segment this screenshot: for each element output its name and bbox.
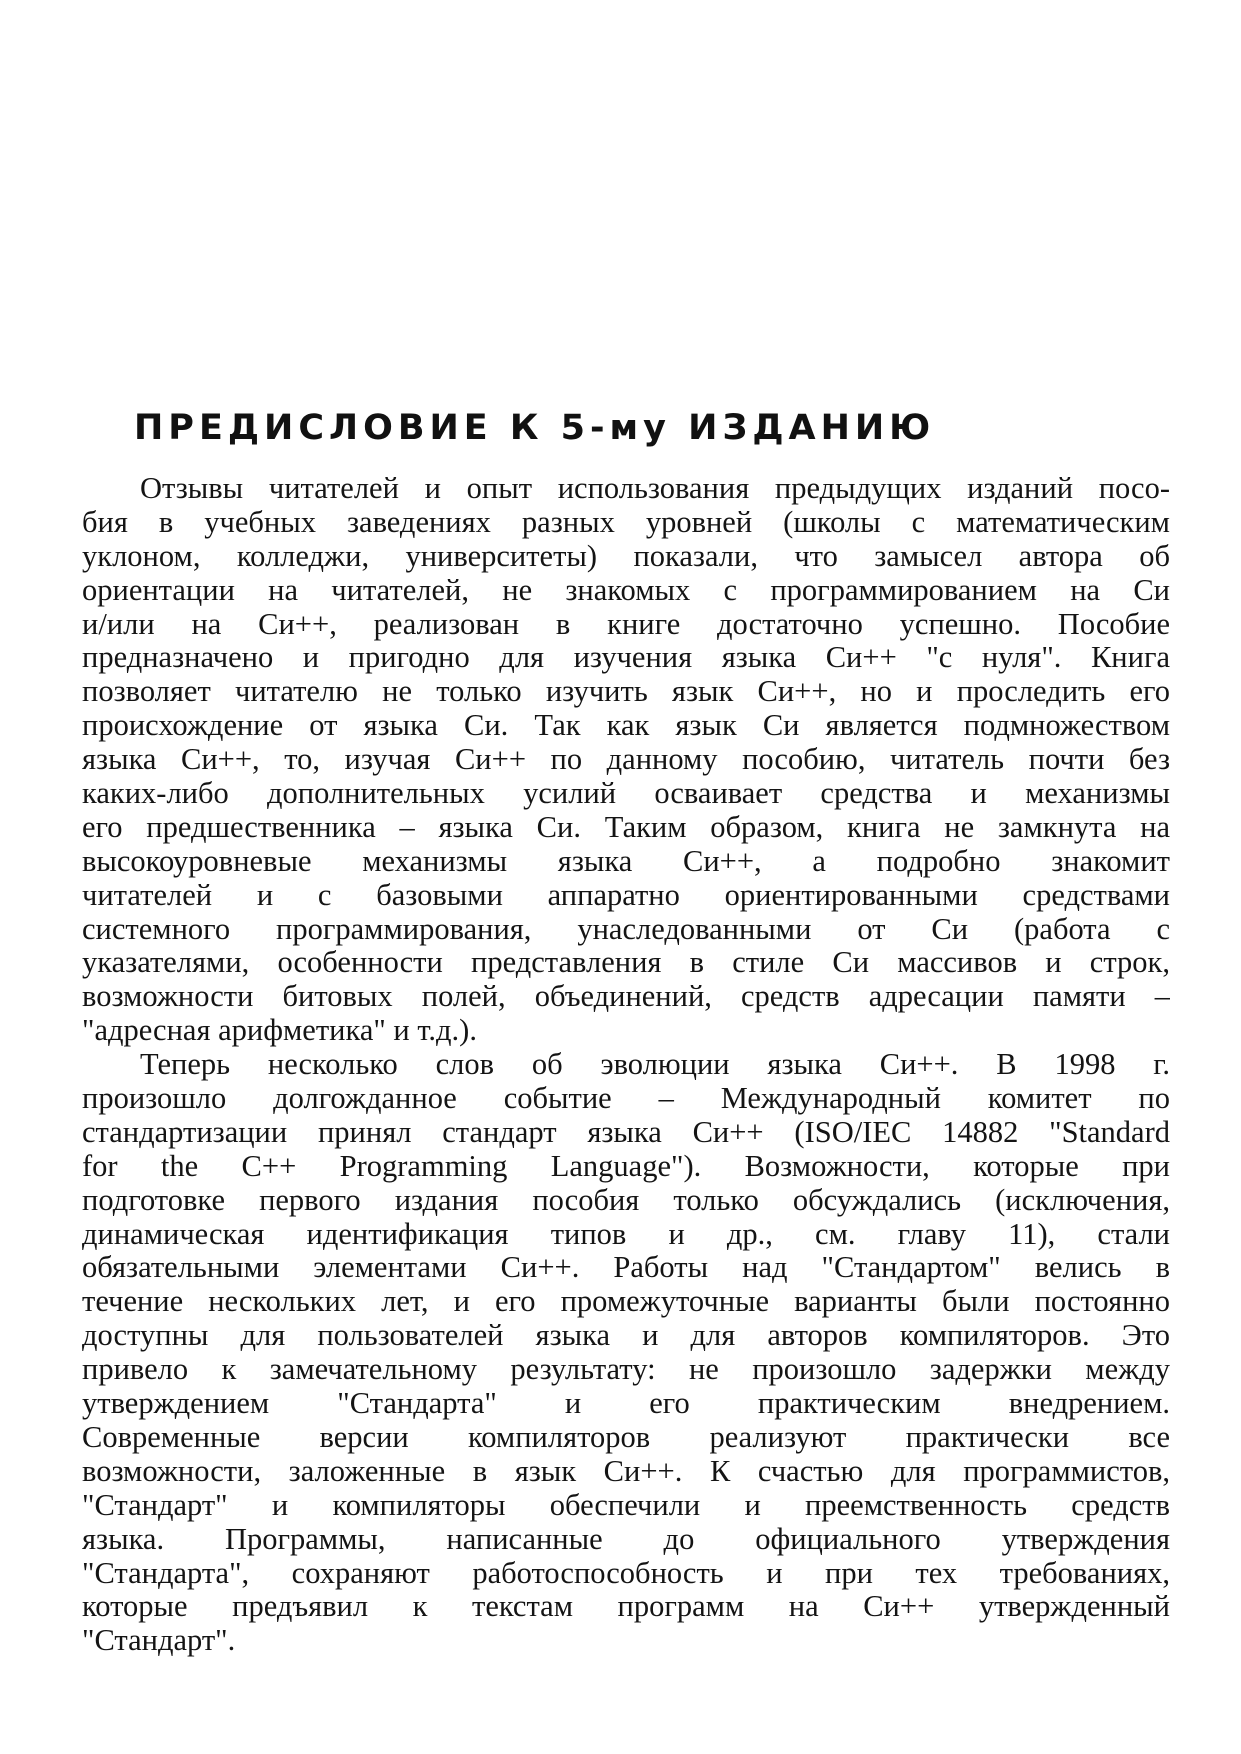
paragraph-1-line: Отзывы читателей и опыт использования предыдущих изданий посо- [140,472,1170,505]
page-title: ПРЕДИСЛОВИЕ К 5-му ИЗДАНИЮ [134,408,936,448]
paragraph-2-line: подготовке первого издания пособия только обсуждались (исключения, [82,1183,1170,1217]
paragraph-2-line: которые предъявил к текстам программ на Си++ утвержденный [82,1590,1170,1624]
paragraph-2-line: Современные версии компиляторов реализуют практически все [82,1420,1170,1454]
paragraph-2-line: утверждением "Стандарта" и его практическим внедрением. [82,1387,1170,1421]
paragraph-2-line: произошло долгожданное событие – Международный комитет по [82,1082,1170,1116]
paragraph-1-line: ориентации на читателей, не знакомых с программированием на Си [82,573,1170,607]
paragraph-2-line: "Стандарта", сохраняют работоспособность и при тех требованиях, [82,1556,1170,1590]
paragraph-1-line: уклоном, колледжи, университеты) показали, что замысел автора об [82,539,1170,573]
paragraph-1-line: его предшественника – языка Си. Таким образом, книга не замкнута на [82,810,1170,844]
paragraph-2-line: Теперь несколько слов об эволюции языка Си++. В 1998 г. [140,1048,1170,1082]
paragraph-2-line: привело к замечательному результату: не произошло задержки между [82,1353,1170,1387]
paragraph-1-line: бия в учебных заведениях разных уровней (школы с математическим [82,505,1170,539]
paragraph-2-line: возможности, заложенные в язык Си++. К счастью для программистов, [82,1454,1170,1488]
paragraph-2-line: доступны для пользователей языка и для авторов компиляторов. Это [82,1319,1170,1353]
paragraph-2-line: for the C++ Programming Language"). Возможности, которые при [82,1149,1170,1183]
paragraph-2-line: обязательными элементами Си++. Работы над "Стандартом" велись в [82,1251,1170,1285]
paragraph-1-line: каких-либо дополнительных усилий осваивает средства и механизмы [82,777,1170,811]
paragraph-1-line: читателей и с базовыми аппаратно ориентированными средствами [82,878,1170,912]
paragraph-1-line: возможности битовых полей, объединений, средств адресации памяти – [82,980,1170,1014]
paragraph-2-line: динамическая идентификация типов и др., см. главу 11), стали [82,1217,1170,1251]
paragraph-2-line: стандартизации принял стандарт языка Си++ (ISO/IEC 14882 "Standard [82,1115,1170,1149]
paragraph-1-line: и/или на Си++, реализован в книге достаточно успешно. Пособие [82,607,1170,641]
paragraph-1-line: языка Си++, то, изучая Си++ по данному пособию, читатель почти без [82,743,1170,777]
paragraph-1-line: предназначено и пригодно для изучения языка Си++ "с нуля". Книга [82,641,1170,675]
paragraph-1-line: указателями, особенности представления в стиле Си массивов и строк, [82,946,1170,980]
paragraph-2-line: "Стандарт". [82,1624,236,1658]
paragraph-2-line: "Стандарт" и компиляторы обеспечили и преемственность средств [82,1488,1170,1522]
paragraph-1-line: высокоуровневые механизмы языка Си++, а подробно знакомит [82,844,1170,878]
paragraph-2-line: языка. Программы, написанные до официального утверждения [82,1522,1170,1556]
body-text [82,472,1170,1658]
paragraph-1-line: происхождение от языка Си. Так как язык Си является подмножеством [82,709,1170,743]
paragraph-1-line: позволяет читателю не только изучить язык Си++, но и проследить его [82,675,1170,709]
paragraph-1-line: системного программирования, унаследованными от Си (работа с [82,912,1170,946]
paragraph-2-line: течение нескольких лет, и его промежуточные варианты были постоянно [82,1285,1170,1319]
paragraph-1-line: "адресная арифметика" и т.д.). [82,1014,477,1048]
